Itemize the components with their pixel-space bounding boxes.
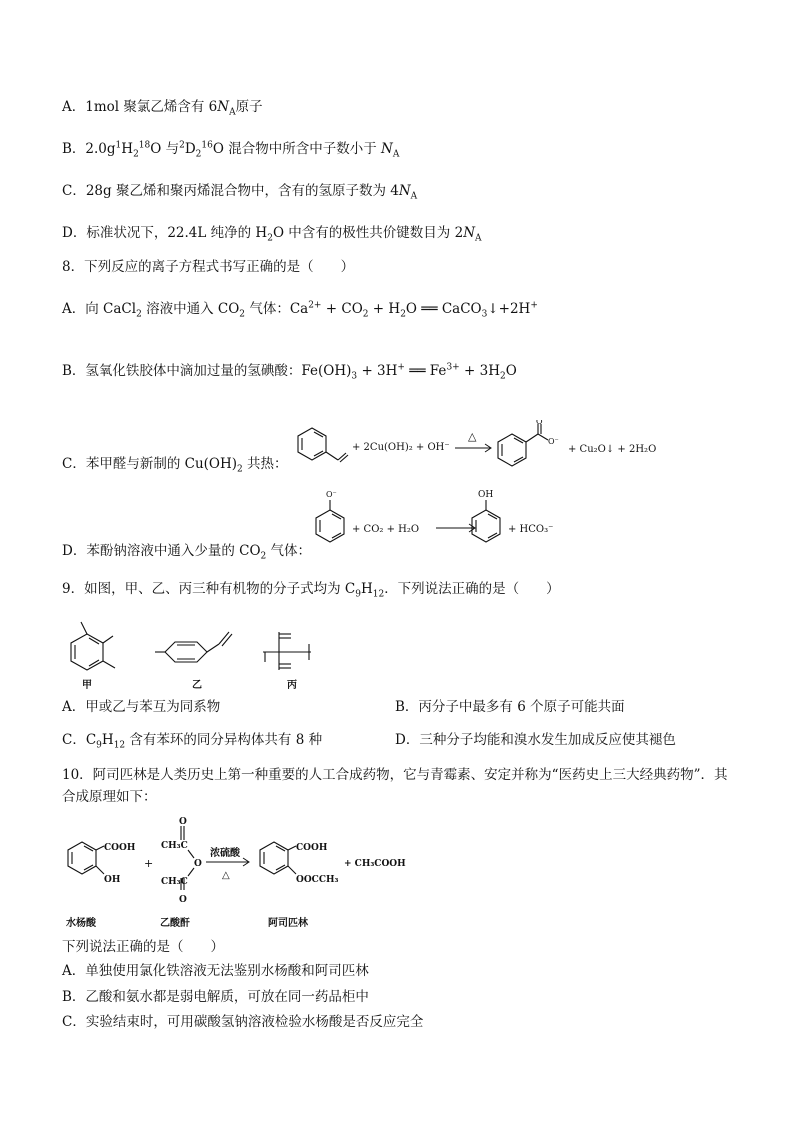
plus-sign: + — [144, 857, 154, 870]
heat-label: △ — [222, 870, 230, 881]
q8c-reagents: + 2Cu(OH)₂ + OH⁻ — [352, 442, 450, 453]
q8c-carbonyl-o: O — [536, 420, 543, 426]
q7-option-b: B．$2.0g^1H_2^{18}O$ 与$^2D_2^{16}O$ 混合物中所含中子数小于 $N_A$ — [62, 140, 400, 160]
q8-option-c-scheme — [290, 420, 670, 480]
salicylic-cooh: COOH — [104, 843, 136, 853]
q9-option-a: A．甲或乙与苯互为同系物 — [62, 699, 221, 715]
q8-stem: 8．下列反应的离子方程式书写正确的是（ ） — [62, 259, 355, 275]
q8-option-d-label: D．苯酚钠溶液中通入少量的 $CO_2$ 气体： — [62, 543, 312, 562]
q10-stem-line1: 10．阿司匹林是人类历史上第一种重要的人工合成药物，它与青霉素、安定并称为“医药史上三大经典药物”．其 — [62, 767, 728, 783]
aspirin-cooh: COOH — [296, 843, 328, 853]
q7-option-c: C．28g 聚乙烯和聚丙烯混合物中，含有的氢原子数为 $4N_A$ — [62, 183, 418, 202]
q8c-o-minus: O⁻ — [548, 437, 559, 446]
reaction-arrow — [455, 444, 491, 452]
name-salicylic-acid: 水杨酸 — [66, 918, 96, 929]
q10-option-c: C．实验结束时，可用碳酸氢钠溶液检验水杨酸是否反应完全 — [62, 1014, 424, 1030]
label-yi: 乙 — [192, 680, 202, 691]
q9-option-c: C．$C_9H_{12}$ 含有苯环的同分异构体共有 8 种 — [62, 732, 323, 751]
q9-structures — [55, 612, 335, 692]
phenol-structure — [472, 500, 500, 542]
anhydride-o-bottom: O — [179, 895, 187, 905]
salicylic-acid-structure — [68, 842, 104, 874]
anhydride-o-top: O — [179, 817, 187, 827]
compound-bing — [263, 632, 311, 670]
q9-stem: 9．如图，甲、乙、丙三种有机物的分子式均为 $C_9H_{12}$．下列说法正确的是（ ） — [62, 581, 560, 600]
q10-stem-line2: 合成原理如下： — [62, 789, 157, 805]
phenoxide-structure — [316, 500, 344, 542]
label-bing: 丙 — [287, 680, 297, 691]
anhydride-bridge-o: O — [194, 859, 202, 869]
q10-option-a: A．单独使用氯化铁溶液无法鉴别水杨酸和阿司匹林 — [62, 963, 369, 979]
q8d-oh: OH — [478, 490, 494, 500]
compound-yi — [155, 632, 232, 662]
q10-option-b: B．乙酸和氨水都是弱电解质，可放在同一药品柜中 — [62, 989, 369, 1005]
reaction-arrow — [436, 524, 475, 532]
aspirin-structure — [260, 842, 296, 874]
anhydride-ch3c-top: CH₃C — [161, 841, 188, 851]
name-aspirin: 阿司匹林 — [268, 918, 308, 929]
label-jia: 甲 — [82, 680, 92, 691]
q8c-products: + Cu₂O↓ + 2H₂O — [568, 444, 657, 455]
q10-scheme — [60, 812, 420, 932]
q7-option-a: A．1mol 聚氯乙烯含有 $6N_A$原子 — [62, 99, 263, 118]
catalyst-label: 浓硫酸 — [210, 848, 240, 859]
q8-option-b: B．氢氧化铁胶体中滴加过量的氢碘酸：$Fe(OH)_3 + 3H^+$ ══ $Fe^{3+} + 3H_2O$ — [62, 362, 517, 382]
q10-question: 下列说法正确的是（ ） — [62, 939, 224, 955]
benzoate-structure — [498, 424, 548, 466]
name-acetic-anhydride: 乙酸酐 — [160, 918, 190, 929]
q8-option-d-scheme — [310, 488, 570, 556]
q8d-o-minus: O⁻ — [326, 490, 337, 499]
q9-option-b: B．丙分子中最多有 6 个原子可能共面 — [395, 699, 625, 715]
q8-option-c-label: C．苯甲醛与新制的 $Cu(OH)_2$ 共热： — [62, 456, 288, 475]
q8-option-a: A．向 CaCl$_2$ 溶液中通入 $CO_2$ 气体：$Ca^{2+} + CO_2 + H_2O$ ══ CaCO$_3$↓+2H+ — [62, 300, 538, 320]
compound-jia — [71, 622, 115, 670]
q8c-heat: △ — [468, 430, 477, 443]
reaction-arrow — [206, 858, 249, 866]
byproduct-acetic-acid: + CH₃COOH — [344, 859, 406, 869]
q8d-products: + HCO₃⁻ — [508, 524, 554, 535]
benzaldehyde-structure — [298, 428, 348, 462]
q9-option-d: D．三种分子均能和溴水发生加成反应使其褪色 — [395, 732, 676, 748]
salicylic-oh: OH — [104, 875, 121, 885]
q8d-reagents: + CO₂ + H₂O — [352, 524, 420, 535]
aspirin-ester: OOCCH₃ — [296, 875, 339, 885]
anhydride-ch3c-bottom: CH₃C — [161, 877, 188, 887]
q7-option-d: D．标准状况下，22.4L 纯净的 $H_2O$ 中含有的极性共价键数目为 $2N_A$ — [62, 225, 482, 244]
